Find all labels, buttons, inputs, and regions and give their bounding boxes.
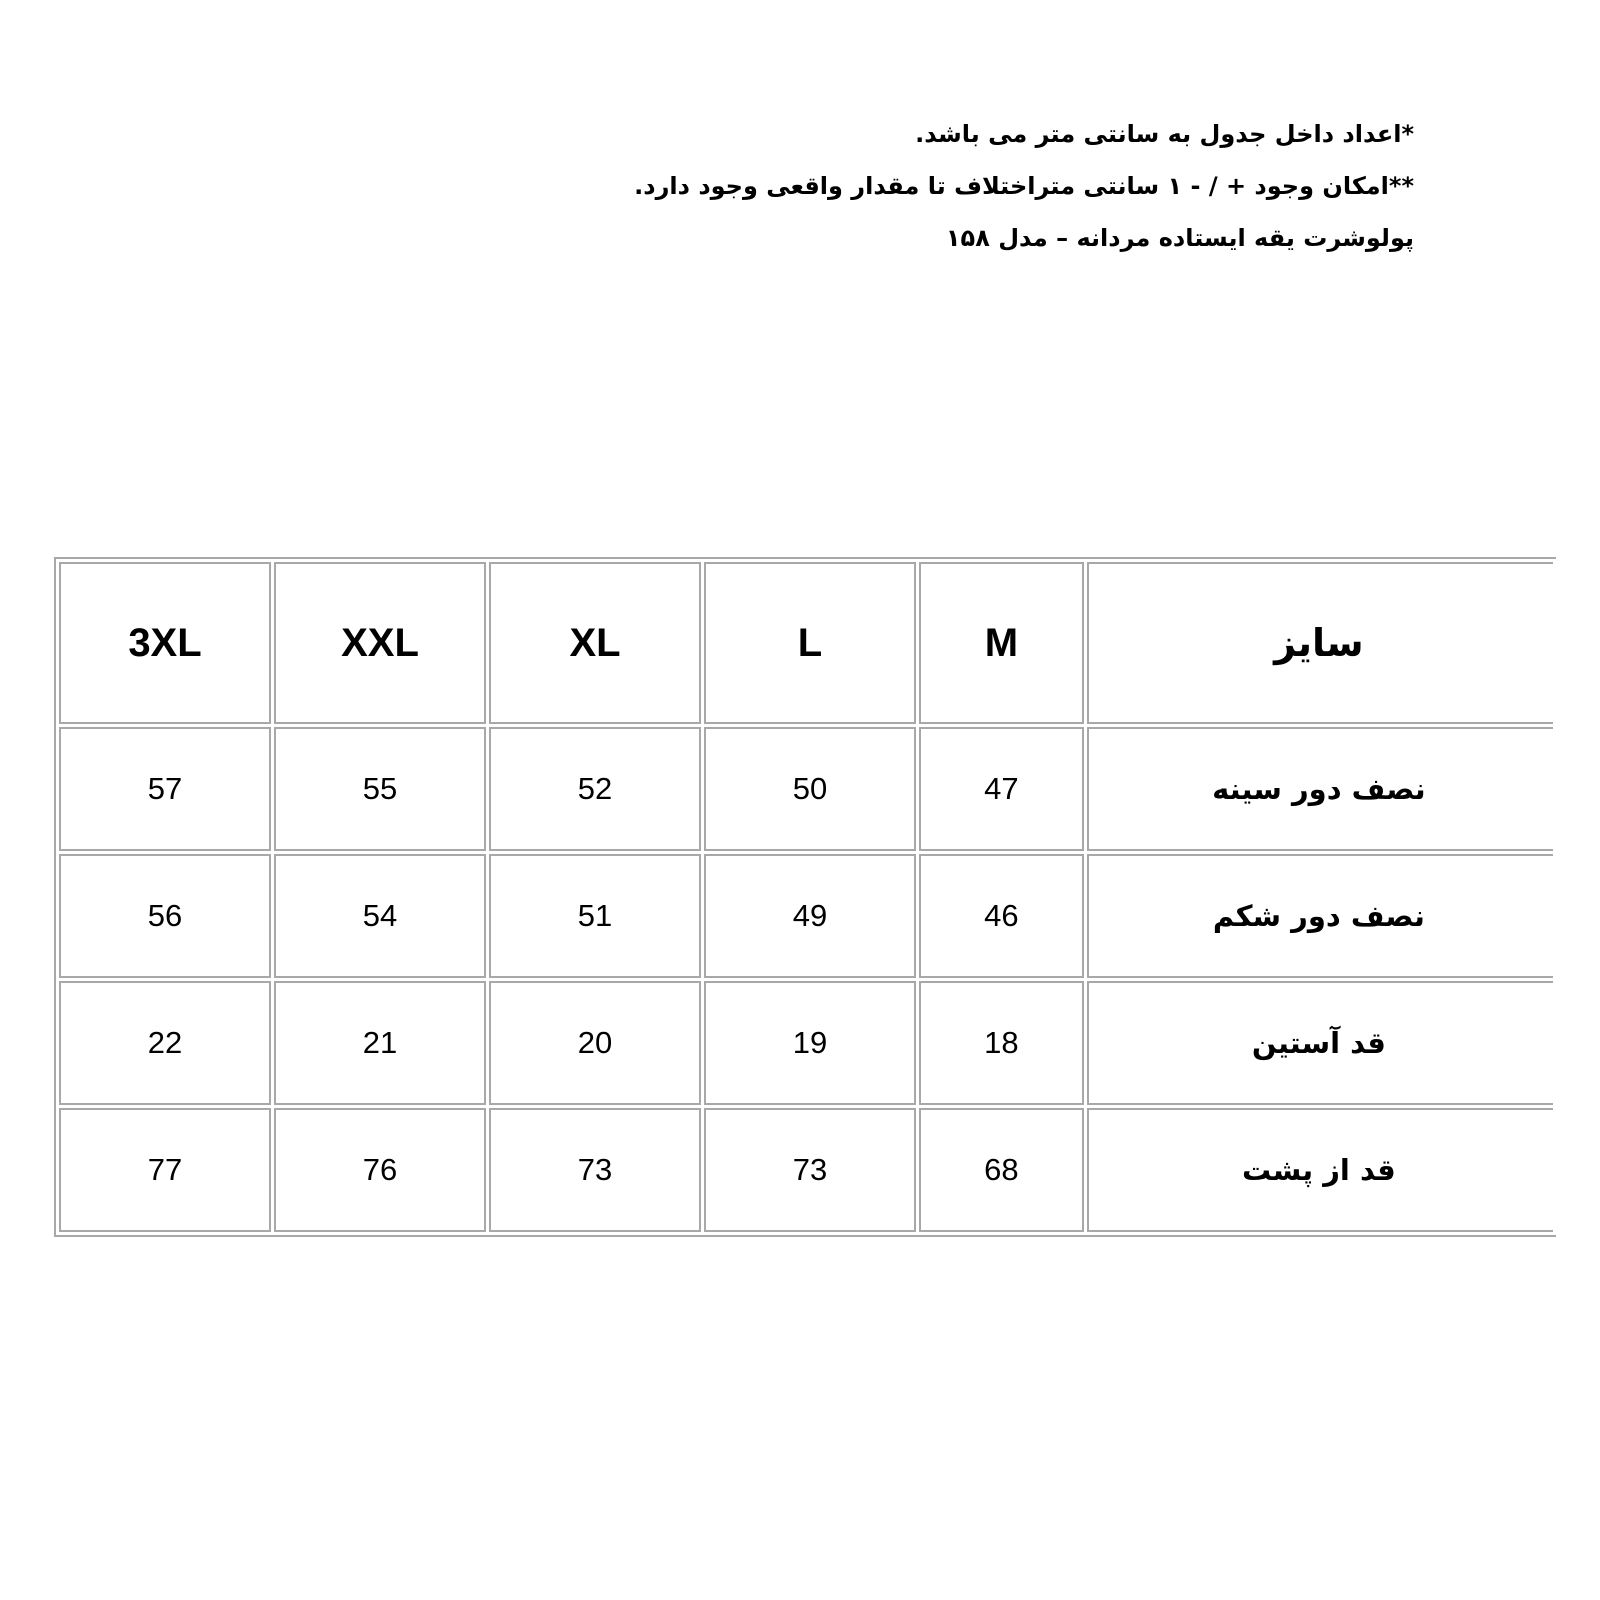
- table-row: [59, 854, 1553, 978]
- table-cell: 68: [919, 1108, 1084, 1232]
- table-row: [59, 727, 1553, 851]
- table-cell: 54: [274, 854, 486, 978]
- size-header-l: L: [704, 562, 916, 724]
- size-header-label: سایز: [1087, 562, 1553, 724]
- table-cell: 22: [59, 981, 271, 1105]
- table-cell: 51: [489, 854, 701, 978]
- table-cell: 55: [274, 727, 486, 851]
- table-cell: 77: [59, 1108, 271, 1232]
- notes-block: [514, 108, 1414, 264]
- table-cell: 18: [919, 981, 1084, 1105]
- table-cell: 56: [59, 854, 271, 978]
- table-cell: 73: [489, 1108, 701, 1232]
- row-label-back-length: قد از پشت: [1087, 1108, 1553, 1232]
- size-chart-table: [54, 557, 1556, 1237]
- table-cell: 20: [489, 981, 701, 1105]
- table-cell: 49: [704, 854, 916, 978]
- size-header-m: M: [919, 562, 1084, 724]
- table-row: [59, 1108, 1553, 1232]
- table-row: [59, 981, 1553, 1105]
- table-cell: 76: [274, 1108, 486, 1232]
- note-units: *اعداد داخل جدول به سانتی متر می باشد.: [915, 120, 1414, 148]
- table-cell: 52: [489, 727, 701, 851]
- table-cell: 73: [704, 1108, 916, 1232]
- table-cell: 47: [919, 727, 1084, 851]
- size-header-xl: XL: [489, 562, 701, 724]
- table-header-row: [59, 562, 1553, 724]
- table-cell: 57: [59, 727, 271, 851]
- row-label-chest: نصف دور سینه: [1087, 727, 1553, 851]
- table-cell: 50: [704, 727, 916, 851]
- table-cell: 19: [704, 981, 916, 1105]
- size-header-3xl: 3XL: [59, 562, 271, 724]
- size-header-xxl: XXL: [274, 562, 486, 724]
- row-label-sleeve: قد آستین: [1087, 981, 1553, 1105]
- table-cell: 46: [919, 854, 1084, 978]
- note-tolerance: **امکان وجود + / - ۱ سانتی متراختلاف تا مقدار واقعی وجود دارد.: [634, 172, 1414, 200]
- product-title: پولوشرت یقه ایستاده مردانه – مدل ۱۵۸: [945, 224, 1414, 252]
- table-cell: 21: [274, 981, 486, 1105]
- row-label-waist: نصف دور شکم: [1087, 854, 1553, 978]
